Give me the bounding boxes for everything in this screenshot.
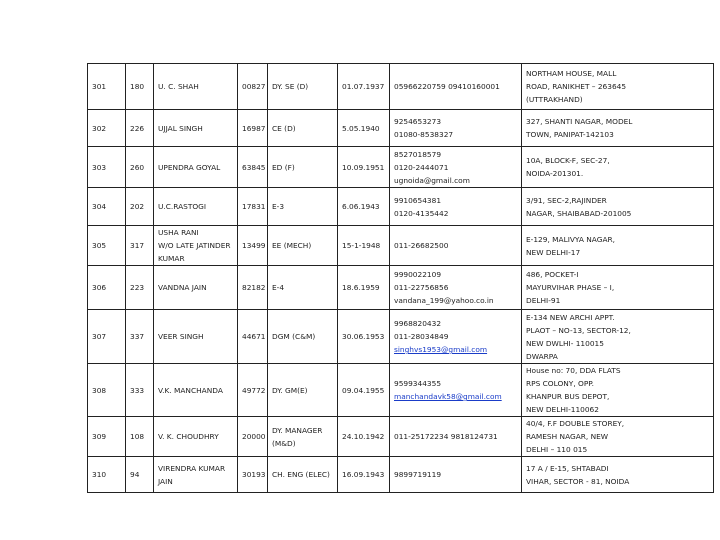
table-row (88, 364, 714, 417)
name-cell (154, 110, 238, 147)
contact-line: 9599344355 (394, 379, 442, 388)
designation-cell-line: DGM (C&M) (272, 332, 316, 341)
name-cell-line: JAIN (158, 476, 173, 486)
designation-cell (268, 110, 338, 147)
address-cell-line: E-134 NEW ARCHI APPT. (526, 312, 615, 322)
emp-id-cell-line: 82182 (242, 283, 266, 292)
serial-cell-line: 305 (92, 241, 107, 250)
email-link[interactable]: singhvs1953@gmail.com (394, 345, 488, 354)
table-row (88, 417, 714, 457)
address-cell-line: 486, POCKET-I (526, 270, 579, 279)
name-cell (154, 64, 238, 110)
emp-id-cell-line: 17831 (242, 202, 266, 211)
dob-cell (338, 310, 390, 364)
dob-cell-line: 10.09.1951 (342, 162, 385, 172)
designation-cell-line: E-4 (272, 283, 285, 292)
dob-cell-line: 15-1-1948 (342, 241, 381, 250)
designation-cell-line: E-3 (272, 202, 285, 211)
address-cell-line: PLAOT – NO-13, SECTOR-12, (526, 325, 631, 335)
dob-cell (338, 226, 390, 266)
dob-cell-line: 6.06.1943 (342, 202, 380, 211)
table-row (88, 110, 714, 147)
table-row (88, 310, 714, 364)
member-no-cell-line: 333 (130, 385, 145, 395)
designation-cell (268, 188, 338, 226)
dob-cell (338, 457, 390, 493)
table-row (88, 147, 714, 188)
emp-id-cell (238, 226, 268, 266)
member-no-cell-line: 94 (130, 470, 140, 479)
serial-cell (88, 364, 126, 417)
emp-id-cell (238, 417, 268, 457)
name-cell-line: VIRENDRA KUMAR (158, 463, 226, 473)
contact-line: 8527018579 (394, 149, 442, 159)
member-no-cell (126, 188, 154, 226)
member-no-cell (126, 310, 154, 364)
address-cell-line: DWARPA (526, 351, 558, 361)
member-table (87, 63, 714, 493)
designation-cell-line: DY. SE (D) (272, 82, 309, 91)
emp-id-cell-line: 44671 (242, 332, 266, 341)
emp-id-cell (238, 188, 268, 226)
contact-line: 9910654381 (394, 195, 442, 205)
address-cell (522, 64, 714, 110)
serial-cell-line: 304 (92, 202, 107, 211)
name-cell-line: VANDNA JAIN (158, 283, 207, 292)
name-cell-line: KUMAR (158, 254, 185, 263)
serial-cell (88, 64, 126, 110)
address-cell (522, 364, 714, 417)
contact-cell (390, 266, 522, 310)
contact-line: 011-22756856 (394, 283, 449, 292)
address-cell-line: VIHAR, SECTOR - 81, NOIDA (526, 476, 630, 486)
email-link[interactable]: manchandavk58@gmail.com (394, 392, 502, 401)
name-cell-line: USHA RANI (158, 228, 199, 237)
emp-id-cell-line: 16987 (242, 123, 266, 133)
serial-cell (88, 226, 126, 266)
contact-line: ugnoida@gmail.com (394, 175, 470, 185)
member-no-cell (126, 364, 154, 417)
name-cell (154, 266, 238, 310)
name-cell (154, 147, 238, 188)
contact-cell (390, 110, 522, 147)
address-cell-line: 17 A / E-15, SHTABADI (526, 463, 609, 473)
designation-cell-line: EE (MECH) (272, 241, 312, 250)
emp-id-cell-line: 00827 (242, 82, 266, 91)
dob-cell-line: 16.09.1943 (342, 470, 385, 479)
name-cell-line: V.K. MANCHANDA (158, 385, 223, 395)
name-cell (154, 457, 238, 493)
table-row (88, 64, 714, 110)
name-cell (154, 310, 238, 364)
address-cell (522, 110, 714, 147)
contact-cell (390, 417, 522, 457)
member-no-cell (126, 226, 154, 266)
contact-cell (390, 188, 522, 226)
designation-cell-line: DY. MANAGER (272, 425, 323, 435)
table-row (88, 188, 714, 226)
name-cell-line: VEER SINGH (158, 332, 204, 341)
name-cell (154, 364, 238, 417)
dob-cell (338, 147, 390, 188)
serial-cell (88, 266, 126, 310)
serial-cell-line: 308 (92, 385, 107, 395)
address-cell-line: RAMESH NAGAR, NEW (526, 432, 609, 441)
name-cell-line: V. K. CHOUDHRY (158, 432, 219, 441)
serial-cell (88, 188, 126, 226)
designation-cell-line: (M&D) (272, 438, 296, 448)
address-cell-line: RPS COLONY, OPP. (526, 379, 594, 388)
address-cell-line: NEW DELHI-110062 (526, 405, 599, 414)
contact-line: 011-26682500 (394, 241, 449, 250)
designation-cell (268, 266, 338, 310)
address-cell-line: NEW DWLHI- 110015 (526, 338, 604, 348)
address-cell-line: NOIDA-201301. (526, 169, 584, 178)
name-cell-line: UJJAL SINGH (158, 123, 203, 133)
emp-id-cell-line: 49772 (242, 385, 266, 395)
name-cell-line: UPENDRA GOYAL (158, 162, 221, 172)
serial-cell (88, 310, 126, 364)
address-cell-line: 3/91, SEC-2,RAJINDER (526, 195, 607, 205)
serial-cell (88, 417, 126, 457)
contact-cell (390, 457, 522, 493)
designation-cell-line: CE (D) (272, 123, 296, 133)
address-cell-line: NAGAR, SHAIBABAD-201005 (526, 208, 632, 218)
contact-cell (390, 364, 522, 417)
dob-cell (338, 417, 390, 457)
designation-cell (268, 364, 338, 417)
serial-cell-line: 303 (92, 162, 107, 172)
address-cell-line: 40/4, F.F DOUBLE STOREY, (526, 419, 625, 428)
name-cell (154, 188, 238, 226)
member-no-cell-line: 223 (130, 283, 145, 292)
table-row (88, 266, 714, 310)
name-cell-line: W/O LATE JATINDER (158, 241, 231, 250)
address-cell (522, 266, 714, 310)
designation-cell (268, 226, 338, 266)
emp-id-cell (238, 147, 268, 188)
emp-id-cell-line: 30193 (242, 470, 266, 479)
contact-cell (390, 64, 522, 110)
dob-cell-line: 18.6.1959 (342, 283, 380, 292)
address-cell (522, 310, 714, 364)
contact-cell (390, 147, 522, 188)
emp-id-cell-line: 20000 (242, 432, 266, 441)
serial-cell (88, 147, 126, 188)
emp-id-cell-line: 63845 (242, 162, 266, 172)
member-no-cell (126, 110, 154, 147)
designation-cell (268, 457, 338, 493)
member-no-cell (126, 457, 154, 493)
dob-cell-line: 24.10.1942 (342, 432, 385, 441)
address-cell-line: House no: 70, DDA FLATS (526, 366, 621, 375)
contact-cell (390, 226, 522, 266)
member-no-cell-line: 260 (130, 162, 145, 172)
member-no-cell (126, 417, 154, 457)
address-cell-line: TOWN, PANIPAT-142103 (526, 130, 614, 139)
emp-id-cell (238, 266, 268, 310)
dob-cell (338, 364, 390, 417)
emp-id-cell (238, 110, 268, 147)
member-no-cell-line: 108 (130, 432, 145, 441)
serial-cell-line: 309 (92, 432, 107, 441)
dob-cell (338, 64, 390, 110)
name-cell (154, 226, 238, 266)
address-cell-line: DELHI-91 (526, 296, 561, 305)
address-cell-line: E-129, MALIVYA NAGAR, (526, 234, 615, 244)
contact-line: 9254653273 (394, 117, 442, 126)
contact-line: 0120-2444071 (394, 162, 449, 172)
address-cell (522, 457, 714, 493)
address-cell-line: ROAD, RANIKHET – 263645 (526, 82, 627, 91)
dob-cell-line: 5.05.1940 (342, 123, 380, 133)
dob-cell (338, 188, 390, 226)
contact-line: 9968820432 (394, 319, 442, 328)
address-cell-line: MAYURVIHAR PHASE – I, (526, 283, 615, 292)
designation-cell (268, 310, 338, 364)
member-no-cell-line: 226 (130, 123, 145, 133)
table-row (88, 457, 714, 493)
address-cell (522, 417, 714, 457)
serial-cell-line: 306 (92, 283, 107, 292)
address-cell (522, 226, 714, 266)
serial-cell (88, 110, 126, 147)
emp-id-cell (238, 364, 268, 417)
designation-cell-line: DY. GM(E) (272, 385, 308, 395)
contact-line: 0120-4135442 (394, 208, 449, 218)
serial-cell-line: 301 (92, 82, 107, 91)
table-body (88, 64, 714, 493)
dob-cell-line: 30.06.1953 (342, 332, 385, 341)
member-no-cell-line: 180 (130, 82, 145, 91)
dob-cell (338, 266, 390, 310)
address-cell-line: 10A, BLOCK-F, SEC-27, (526, 156, 610, 165)
contact-line: 9990022109 (394, 270, 442, 279)
serial-cell (88, 457, 126, 493)
dob-cell (338, 110, 390, 147)
designation-cell (268, 417, 338, 457)
address-cell-line: (UTTRAKHAND) (526, 95, 583, 104)
emp-id-cell (238, 64, 268, 110)
designation-cell (268, 147, 338, 188)
designation-cell-line: ED (F) (272, 162, 295, 172)
member-no-cell (126, 266, 154, 310)
contact-line: 05966220759 09410160001 (394, 82, 500, 91)
serial-cell-line: 302 (92, 123, 107, 133)
member-no-cell-line: 202 (130, 202, 145, 211)
address-cell-line: NORTHAM HOUSE, MALL (526, 69, 617, 78)
address-cell (522, 188, 714, 226)
address-cell-line: KHANPUR BUS DEPOT, (526, 392, 610, 401)
table-row (88, 226, 714, 266)
name-cell (154, 417, 238, 457)
contact-line: 011-28034849 (394, 332, 449, 341)
dob-cell-line: 09.04.1955 (342, 385, 385, 395)
address-cell (522, 147, 714, 188)
designation-cell-line: CH. ENG (ELEC) (272, 470, 330, 479)
name-cell-line: U. C. SHAH (158, 82, 199, 91)
name-cell-line: U.C.RASTOGI (158, 202, 207, 211)
emp-id-cell (238, 457, 268, 493)
member-no-cell-line: 317 (130, 241, 145, 250)
address-cell-line: 327, SHANTI NAGAR, MODEL (526, 117, 633, 126)
member-no-cell-line: 337 (130, 332, 145, 341)
contact-line: 9899719119 (394, 470, 442, 479)
dob-cell-line: 01.07.1937 (342, 82, 385, 91)
serial-cell-line: 310 (92, 470, 107, 479)
serial-cell-line: 307 (92, 332, 107, 341)
contact-line: 01080-8538327 (394, 130, 454, 139)
address-cell-line: DELHI – 110 015 (526, 445, 588, 454)
designation-cell (268, 64, 338, 110)
contact-line: 011-25172234 9818124731 (394, 432, 498, 441)
address-cell-line: NEW DELHI-17 (526, 247, 581, 257)
member-no-cell (126, 64, 154, 110)
emp-id-cell (238, 310, 268, 364)
emp-id-cell-line: 13499 (242, 241, 266, 250)
member-no-cell (126, 147, 154, 188)
contact-cell (390, 310, 522, 364)
contact-line: vandana_199@yahoo.co.in (394, 296, 494, 305)
